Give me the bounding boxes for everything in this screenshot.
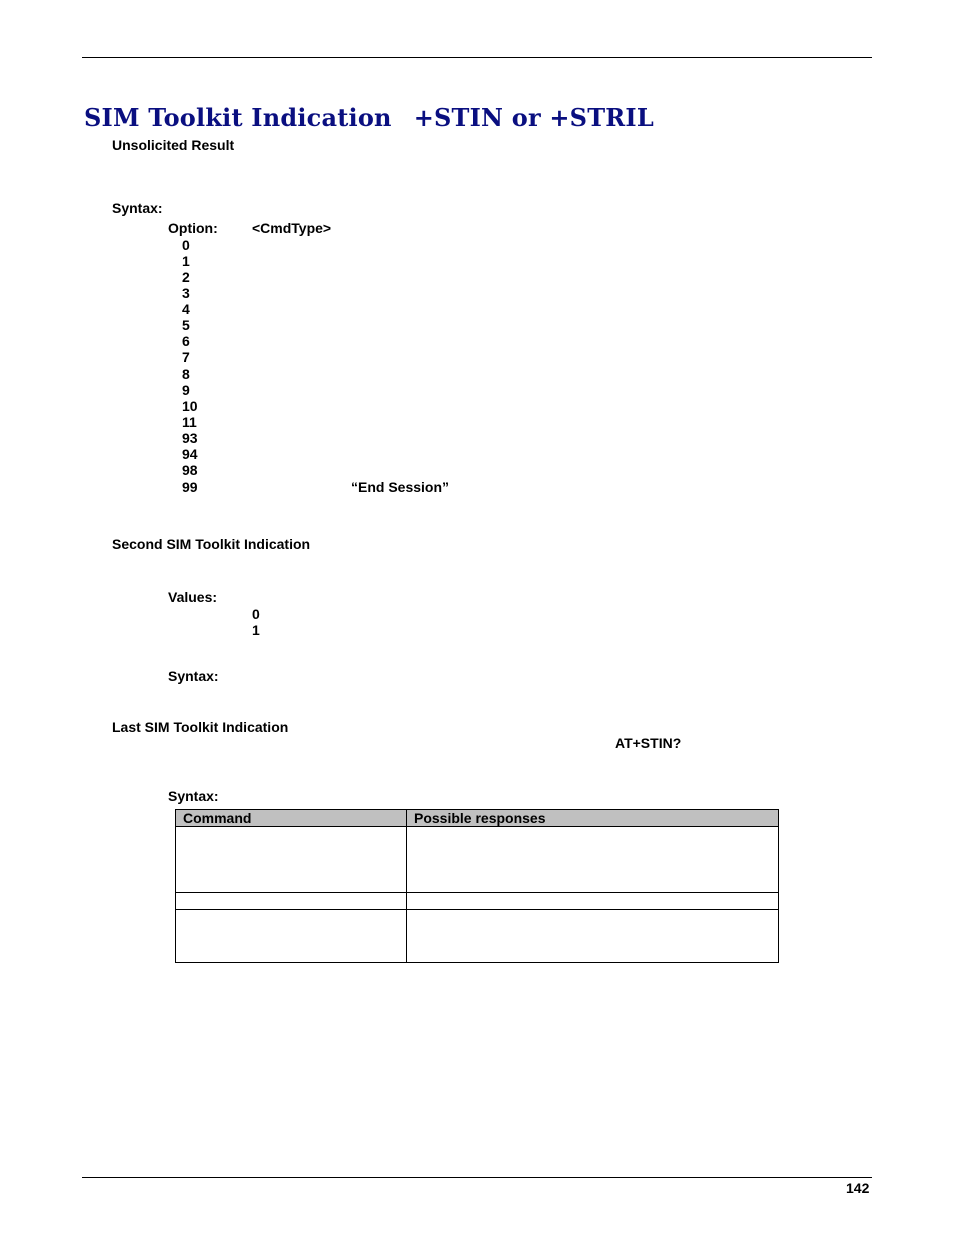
value-item: 1 xyxy=(252,622,260,638)
table-row xyxy=(176,893,779,910)
end-session-text: “End Session” xyxy=(351,479,450,495)
at-stin-command: AT+STIN? xyxy=(615,735,682,751)
command-cell xyxy=(176,893,407,910)
response-cell xyxy=(407,827,779,893)
option-value: 1 xyxy=(182,253,190,269)
subtitle: Unsolicited Result xyxy=(112,137,235,153)
option-label: Option: xyxy=(168,220,218,236)
option-value: 98 xyxy=(182,462,198,478)
cmdtype-label: <CmdType> xyxy=(252,220,332,236)
option-value: 6 xyxy=(182,333,190,349)
table-row xyxy=(176,827,779,893)
value-item: 0 xyxy=(252,606,260,622)
command-cell xyxy=(176,910,407,963)
column-header-responses: Possible responses xyxy=(407,810,779,827)
option-value: 94 xyxy=(182,446,198,462)
section-title xyxy=(84,103,654,132)
syntax-label: Syntax: xyxy=(112,200,163,216)
option-value: 4 xyxy=(182,301,190,317)
syntax-label: Syntax: xyxy=(168,668,219,684)
option-value: 2 xyxy=(182,269,190,285)
table-header-row xyxy=(176,810,779,827)
option-value: 5 xyxy=(182,317,190,333)
column-header-command: Command xyxy=(176,810,407,827)
syntax-label: Syntax: xyxy=(168,788,219,804)
response-cell xyxy=(407,893,779,910)
table-row xyxy=(176,910,779,963)
title-main: SIM Toolkit Indication xyxy=(84,103,392,132)
command-cell xyxy=(176,827,407,893)
last-indication-heading: Last SIM Toolkit Indication xyxy=(112,719,289,735)
values-label: Values: xyxy=(168,589,218,605)
response-cell xyxy=(407,910,779,963)
title-command: +STIN or +STRIL xyxy=(413,103,654,132)
option-value: 9 xyxy=(182,382,190,398)
option-value: 99 xyxy=(182,479,198,495)
option-value: 10 xyxy=(182,398,198,414)
footer-rule xyxy=(82,1177,872,1178)
page-number: 142 xyxy=(846,1180,870,1196)
option-value: 7 xyxy=(182,349,190,365)
option-value: 0 xyxy=(182,237,190,253)
header-rule xyxy=(82,57,872,58)
option-value: 93 xyxy=(182,430,198,446)
option-value: 8 xyxy=(182,366,190,382)
option-value: 11 xyxy=(182,414,197,430)
second-indication-heading: Second SIM Toolkit Indication xyxy=(112,536,311,552)
syntax-table xyxy=(175,809,779,963)
option-value: 3 xyxy=(182,285,190,301)
